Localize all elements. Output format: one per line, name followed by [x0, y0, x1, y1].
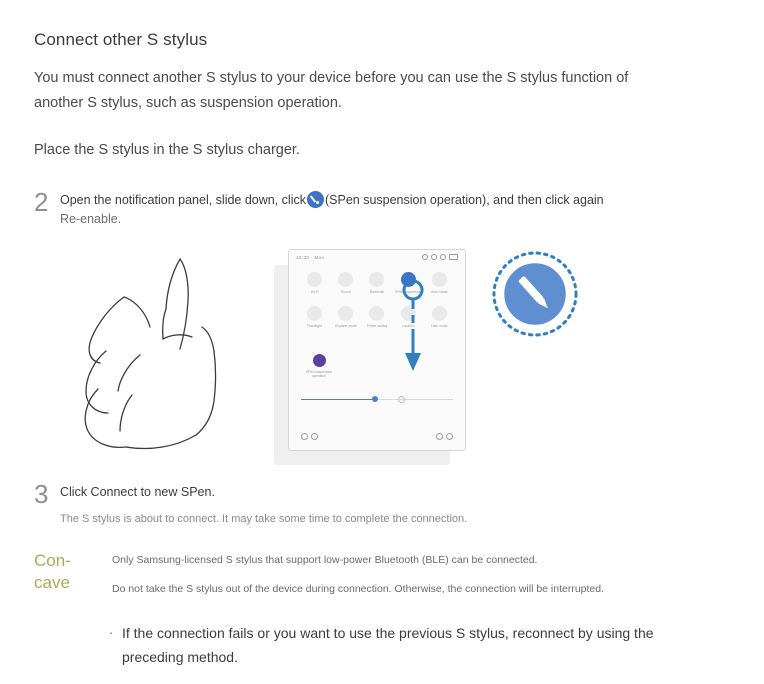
step-3-note: The S stylus is about to connect. It may take some time to complete the connection.: [60, 513, 468, 525]
step-2-body: [60, 187, 730, 229]
spen-suspension-icon: [307, 191, 324, 208]
edit-icon[interactable]: [436, 433, 443, 440]
slider-knob[interactable]: [372, 396, 378, 402]
caution-label-line1: Con-: [34, 551, 71, 570]
toggle-airplane-mode[interactable]: [330, 306, 361, 328]
place-paragraph: Place the S stylus in the S stylus charger.: [34, 142, 300, 158]
flashlight-icon: [307, 306, 322, 321]
battery-saver-icon: [369, 306, 384, 321]
caution-label-line2: cave: [34, 573, 70, 592]
step-2-text-after: (SPen suspension operation), and then click again: [324, 193, 604, 207]
brightness-slider[interactable]: [301, 396, 453, 402]
statusbar-icons: [422, 254, 458, 260]
caution-label: [34, 550, 112, 594]
wifi-icon: [307, 272, 322, 287]
toggle-label: Airplane mode: [334, 323, 357, 328]
phone-mockup: [288, 249, 466, 451]
toggle-label: Dark mode: [431, 323, 448, 328]
gear-icon: [431, 254, 437, 260]
hand-swipe-down-icon: [20, 239, 220, 455]
spen-tile-label: SPen suspension operation: [305, 369, 333, 378]
moon-icon: [432, 306, 447, 321]
swipe-down-arrow-icon: [402, 279, 424, 379]
page-title: Connect other S stylus: [34, 30, 208, 49]
toggle-power-saving[interactable]: [361, 306, 392, 328]
quick-toggles: [299, 272, 455, 328]
airplane-icon: [338, 306, 353, 321]
toggle-label: Sound: [340, 289, 351, 294]
toggle-sound[interactable]: [330, 272, 361, 294]
user-icon: [440, 254, 446, 260]
step-3: [34, 479, 730, 528]
bullet-item: [34, 621, 730, 669]
search-icon: [422, 254, 428, 260]
step-3-body: [60, 479, 730, 528]
spen-icon: [313, 354, 326, 367]
auto-rotate-icon: [432, 272, 447, 287]
battery-icon: [449, 254, 458, 260]
bullet-text: If the connection fails or you want to use the previous S stylus, reconnect by using the preceding method.: [122, 625, 654, 665]
step-2: [34, 187, 730, 229]
toggle-label: Wi-Fi: [310, 289, 319, 294]
toggle-label: Location: [401, 323, 415, 328]
panel-bottom-row: [301, 433, 453, 440]
toggle-flashlight[interactable]: [299, 306, 330, 328]
caution-block: [34, 550, 730, 611]
illustration: [34, 239, 734, 455]
step-3-text: Click Connect to new SPen.: [60, 485, 215, 499]
spen-tile[interactable]: [299, 354, 339, 379]
bluetooth-icon: [369, 272, 384, 287]
step-2-subtext: Re-enable.: [60, 212, 122, 226]
toggle-dark-mode[interactable]: [424, 306, 455, 328]
more-icon[interactable]: [446, 433, 453, 440]
power-icon[interactable]: [301, 433, 308, 440]
toggle-label: Flashlight: [307, 323, 322, 328]
toggle-label: Power saving: [366, 323, 388, 328]
toggle-label: Auto rotate: [431, 289, 448, 294]
toggle-label: Bluetooth: [369, 289, 385, 294]
caution-line-1: Only Samsung-licensed S stylus that support low-power Bluetooth (BLE) can be connected.: [112, 554, 538, 566]
toggle-auto-rotate[interactable]: [424, 272, 455, 294]
toggle-bluetooth[interactable]: [361, 272, 392, 294]
statusbar-time: 10:30 · Mon: [296, 255, 325, 260]
slider-fill: [301, 399, 374, 400]
step-2-number: 2: [34, 187, 49, 217]
brightness-icon: [398, 396, 405, 403]
sound-icon: [338, 272, 353, 287]
intro-paragraph: You must connect another S stylus to your device before you can use the S stylus function of another S stylus, such as suspension operation.: [34, 70, 629, 111]
settings-icon[interactable]: [311, 433, 318, 440]
step-2-text-before: Open the notification panel, slide down, click: [60, 193, 306, 207]
bullet-dot: ·: [108, 625, 114, 640]
caution-body: [112, 550, 730, 611]
toggle-label: SPen suspension: [395, 289, 422, 294]
step-3-number: 3: [34, 479, 49, 509]
caution-line-2: Do not take the S stylus out of the device during connection. Otherwise, the connection will be interrupted.: [112, 583, 605, 595]
bottom-right-icons: [436, 433, 453, 440]
bottom-left-icons: [301, 433, 318, 440]
toggle-wifi[interactable]: [299, 272, 330, 294]
phone-statusbar: [296, 254, 458, 262]
s-pen-badge-icon: [492, 251, 578, 337]
